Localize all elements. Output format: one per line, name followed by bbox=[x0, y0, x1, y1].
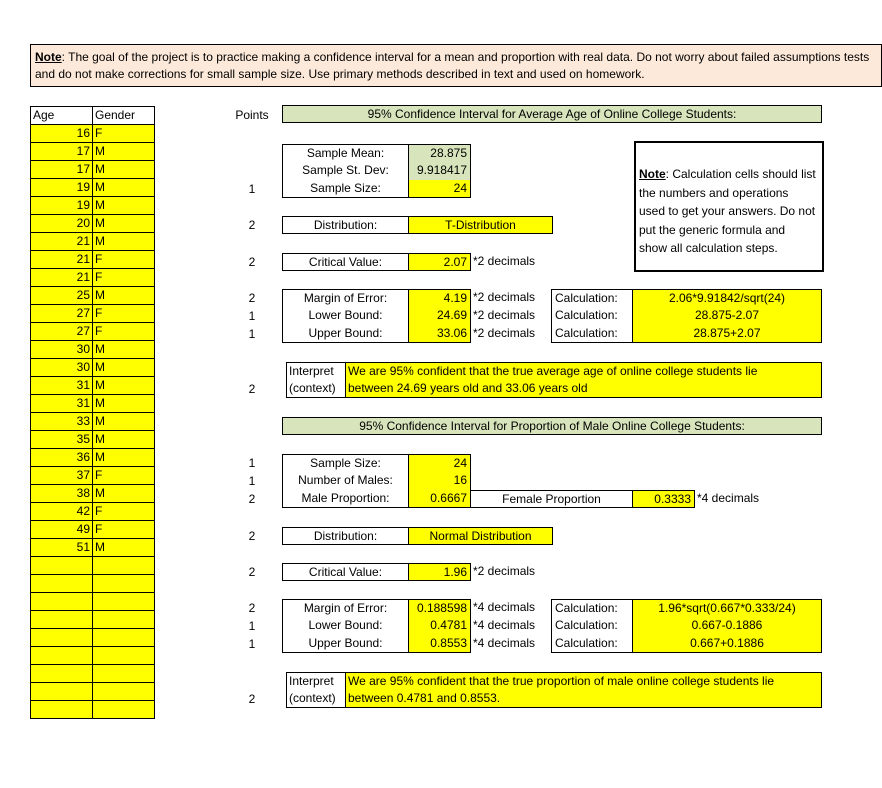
table-row bbox=[31, 611, 155, 629]
critical-value[interactable]: 2.07 bbox=[409, 253, 471, 271]
sample-size-label: Sample Size: bbox=[282, 180, 409, 198]
calculation-note bbox=[634, 141, 824, 272]
project-note bbox=[30, 44, 882, 87]
prop-sample-size-value[interactable]: 24 bbox=[409, 454, 471, 472]
table-row bbox=[31, 359, 155, 377]
gender-cell[interactable]: F bbox=[93, 305, 155, 323]
prop-distribution-value[interactable]: Normal Distribution bbox=[409, 527, 553, 545]
upper-calc-value[interactable]: 28.875+2.07 bbox=[633, 325, 822, 343]
lower-bound-label: Lower Bound: bbox=[282, 307, 409, 325]
sample-size-points: 1 bbox=[248, 182, 256, 196]
prop-moe-note: *4 decimals bbox=[473, 600, 536, 614]
age-cell[interactable]: 31 bbox=[31, 377, 93, 395]
gender-cell[interactable]: M bbox=[93, 233, 155, 251]
gender-cell[interactable]: F bbox=[93, 251, 155, 269]
gender-cell[interactable] bbox=[93, 683, 155, 701]
table-row bbox=[31, 341, 155, 359]
age-cell[interactable] bbox=[31, 557, 93, 575]
gender-cell[interactable] bbox=[93, 575, 155, 593]
gender-cell[interactable]: M bbox=[93, 179, 155, 197]
prop-upper-calc-value[interactable]: 0.667+0.1886 bbox=[633, 635, 822, 653]
table-row bbox=[31, 521, 155, 539]
table-row bbox=[31, 215, 155, 233]
prop-moe-value[interactable]: 0.188598 bbox=[409, 599, 471, 617]
mean-ci-title: 95% Confidence Interval for Average Age of Online College Students: bbox=[282, 105, 822, 123]
age-cell[interactable] bbox=[31, 665, 93, 683]
gender-cell[interactable] bbox=[93, 701, 155, 719]
prop-distribution-label: Distribution: bbox=[282, 527, 409, 545]
gender-cell[interactable]: F bbox=[93, 125, 155, 143]
prop-upper-label: Upper Bound: bbox=[282, 635, 409, 653]
prop-interpret-label-2: (context) bbox=[289, 691, 336, 705]
moe-label: Margin of Error: bbox=[282, 289, 409, 307]
table-row bbox=[31, 467, 155, 485]
table-row bbox=[31, 665, 155, 683]
table-row bbox=[31, 143, 155, 161]
number-of-males-points: 1 bbox=[248, 474, 256, 488]
critical-value-note: *2 decimals bbox=[473, 254, 536, 268]
gender-header: Gender bbox=[93, 107, 155, 125]
moe-calc-label: Calculation: bbox=[551, 289, 633, 307]
points-header: Points bbox=[235, 108, 269, 122]
table-row bbox=[31, 629, 155, 647]
age-cell[interactable] bbox=[31, 701, 93, 719]
gender-cell[interactable] bbox=[93, 647, 155, 665]
calculation-note-line-5: show all calculation steps. bbox=[639, 241, 778, 255]
age-cell[interactable]: 25 bbox=[31, 287, 93, 305]
project-note-text: : The goal of the project is to practice making a confidence interval for a mean and proportion with real data. Do not worry about failed assumptions tests and do not make corrections for small sample size. Use primary methods described in text and used on homework. bbox=[35, 50, 870, 81]
table-row bbox=[31, 305, 155, 323]
prop-moe-points: 2 bbox=[248, 601, 256, 615]
mean-interpret-points: 2 bbox=[248, 382, 256, 396]
male-proportion-points: 2 bbox=[248, 492, 256, 506]
calculation-note-line-3: used to get your answers. Do not bbox=[639, 204, 816, 218]
table-row bbox=[31, 683, 155, 701]
distribution-label: Distribution: bbox=[282, 216, 409, 234]
gender-cell[interactable] bbox=[93, 629, 155, 647]
age-header: Age bbox=[31, 107, 93, 125]
age-cell[interactable]: 16 bbox=[31, 125, 93, 143]
table-row bbox=[31, 503, 155, 521]
female-proportion-value[interactable]: 0.3333 bbox=[633, 490, 695, 508]
mean-interpret-text[interactable] bbox=[346, 362, 822, 398]
age-cell[interactable]: 51 bbox=[31, 539, 93, 557]
prop-moe-calc-value[interactable]: 1.96*sqrt(0.667*0.333/24) bbox=[633, 599, 822, 617]
table-row bbox=[31, 287, 155, 305]
age-cell[interactable]: 21 bbox=[31, 251, 93, 269]
table-row bbox=[31, 701, 155, 719]
gender-cell[interactable]: M bbox=[93, 377, 155, 395]
gender-cell[interactable]: F bbox=[93, 467, 155, 485]
calculation-note-line-4: put the generic formula and bbox=[639, 222, 786, 237]
age-cell[interactable]: 20 bbox=[31, 215, 93, 233]
age-cell[interactable]: 17 bbox=[31, 143, 93, 161]
gender-cell[interactable] bbox=[93, 557, 155, 575]
prop-upper-note: *4 decimals bbox=[473, 636, 536, 650]
table-row bbox=[31, 269, 155, 287]
gender-cell[interactable]: M bbox=[93, 539, 155, 557]
age-cell[interactable]: 30 bbox=[31, 341, 93, 359]
age-cell[interactable]: 31 bbox=[31, 395, 93, 413]
age-cell[interactable]: 21 bbox=[31, 269, 93, 287]
prop-interpret-line-1: We are 95% confident that the true proportion of male online college students lie bbox=[348, 674, 775, 688]
age-cell[interactable] bbox=[31, 647, 93, 665]
prop-lower-calc-value[interactable]: 0.667-0.1886 bbox=[633, 617, 822, 635]
age-cell[interactable]: 36 bbox=[31, 449, 93, 467]
gender-cell[interactable]: M bbox=[93, 197, 155, 215]
prop-critical-value[interactable]: 1.96 bbox=[409, 563, 471, 581]
prop-interpret-line-2: between 0.4781 and 0.8553. bbox=[348, 691, 501, 705]
table-row bbox=[31, 593, 155, 611]
moe-points: 2 bbox=[248, 291, 256, 305]
prop-upper-calc-label: Calculation: bbox=[551, 635, 633, 653]
prop-lower-note: *4 decimals bbox=[473, 618, 536, 632]
table-row bbox=[31, 575, 155, 593]
gender-cell[interactable]: M bbox=[93, 215, 155, 233]
moe-value[interactable]: 4.19 bbox=[409, 289, 471, 307]
critical-value-label: Critical Value: bbox=[282, 253, 409, 271]
age-cell[interactable]: 17 bbox=[31, 161, 93, 179]
prop-distribution-points: 2 bbox=[248, 529, 256, 543]
age-cell[interactable] bbox=[31, 683, 93, 701]
age-cell[interactable]: 30 bbox=[31, 359, 93, 377]
upper-bound-note: *2 decimals bbox=[473, 326, 536, 340]
sample-mean-value[interactable]: 28.875 bbox=[409, 144, 471, 162]
mean-interpret-line-1: We are 95% confident that the true average age of online college students lie bbox=[348, 364, 758, 378]
prop-interpret-label-1: Interpret bbox=[289, 674, 334, 688]
gender-cell[interactable]: M bbox=[93, 287, 155, 305]
age-cell[interactable] bbox=[31, 575, 93, 593]
lower-calc-label: Calculation: bbox=[551, 307, 633, 325]
gender-cell[interactable] bbox=[93, 665, 155, 683]
prop-sample-size-points: 1 bbox=[248, 456, 256, 470]
gender-cell[interactable]: M bbox=[93, 431, 155, 449]
table-row bbox=[31, 395, 155, 413]
gender-cell[interactable]: F bbox=[93, 521, 155, 539]
table-row bbox=[31, 449, 155, 467]
mean-interpret-label-2: (context) bbox=[289, 381, 336, 395]
age-cell[interactable]: 37 bbox=[31, 467, 93, 485]
prop-lower-label: Lower Bound: bbox=[282, 617, 409, 635]
gender-cell[interactable]: M bbox=[93, 359, 155, 377]
table-row bbox=[31, 431, 155, 449]
sample-sd-label: Sample St. Dev: bbox=[282, 162, 409, 180]
table-row bbox=[31, 197, 155, 215]
table-row bbox=[31, 377, 155, 395]
upper-bound-points: 1 bbox=[248, 327, 256, 341]
distribution-value[interactable]: T-Distribution bbox=[409, 216, 553, 234]
age-cell[interactable] bbox=[31, 611, 93, 629]
calculation-note-line-1: : Calculation cells should list bbox=[665, 167, 816, 181]
table-row bbox=[31, 539, 155, 557]
mean-interpret-label-1: Interpret bbox=[289, 364, 334, 378]
age-cell[interactable]: 42 bbox=[31, 503, 93, 521]
age-cell[interactable]: 35 bbox=[31, 431, 93, 449]
prop-moe-label: Margin of Error: bbox=[282, 599, 409, 617]
gender-cell[interactable]: M bbox=[93, 143, 155, 161]
upper-bound-label: Upper Bound: bbox=[282, 325, 409, 343]
prop-interpret-points: 2 bbox=[248, 692, 256, 706]
age-cell[interactable]: 49 bbox=[31, 521, 93, 539]
prop-lower-points: 1 bbox=[248, 619, 256, 633]
gender-cell[interactable]: M bbox=[93, 341, 155, 359]
table-row bbox=[31, 485, 155, 503]
age-cell[interactable]: 38 bbox=[31, 485, 93, 503]
gender-cell[interactable]: M bbox=[93, 485, 155, 503]
gender-cell[interactable]: M bbox=[93, 161, 155, 179]
table-row bbox=[31, 413, 155, 431]
age-gender-table bbox=[30, 106, 155, 719]
prop-upper-value[interactable]: 0.8553 bbox=[409, 635, 471, 653]
sample-sd-value[interactable]: 9.918417 bbox=[409, 162, 471, 180]
moe-calc-value[interactable]: 2.06*9.91842/sqrt(24) bbox=[633, 289, 822, 307]
lower-bound-value[interactable]: 24.69 bbox=[409, 307, 471, 325]
prop-moe-calc-label: Calculation: bbox=[551, 599, 633, 617]
lower-calc-value[interactable]: 28.875-2.07 bbox=[633, 307, 822, 325]
table-row bbox=[31, 179, 155, 197]
gender-cell[interactable]: F bbox=[93, 323, 155, 341]
prop-sample-size-label: Sample Size: bbox=[282, 454, 409, 472]
age-cell[interactable]: 19 bbox=[31, 179, 93, 197]
table-row bbox=[31, 557, 155, 575]
age-cell[interactable]: 21 bbox=[31, 233, 93, 251]
number-of-males-value[interactable]: 16 bbox=[409, 472, 471, 490]
lower-bound-points: 1 bbox=[248, 309, 256, 323]
sample-mean-label: Sample Mean: bbox=[282, 144, 409, 162]
upper-calc-label: Calculation: bbox=[551, 325, 633, 343]
male-proportion-label: Male Proportion: bbox=[282, 490, 409, 508]
prop-lower-calc-label: Calculation: bbox=[551, 617, 633, 635]
age-cell[interactable]: 33 bbox=[31, 413, 93, 431]
prop-ci-title: 95% Confidence Interval for Proportion of Male Online College Students: bbox=[282, 417, 822, 435]
distribution-points: 2 bbox=[248, 218, 256, 232]
female-proportion-note: *4 decimals bbox=[697, 491, 760, 505]
gender-cell[interactable]: F bbox=[93, 503, 155, 521]
prop-interpret-text[interactable] bbox=[346, 672, 822, 708]
prop-upper-points: 1 bbox=[248, 637, 256, 651]
age-cell[interactable]: 27 bbox=[31, 305, 93, 323]
prop-interpret-label bbox=[286, 672, 346, 708]
mean-interpret-line-2: between 24.69 years old and 33.06 years old bbox=[348, 381, 588, 395]
male-proportion-value[interactable]: 0.6667 bbox=[409, 490, 471, 508]
age-cell[interactable] bbox=[31, 593, 93, 611]
moe-note: *2 decimals bbox=[473, 290, 536, 304]
project-note-label: Note bbox=[35, 50, 62, 64]
age-cell[interactable]: 27 bbox=[31, 323, 93, 341]
gender-cell[interactable]: M bbox=[93, 395, 155, 413]
upper-bound-value[interactable]: 33.06 bbox=[409, 325, 471, 343]
gender-cell[interactable]: M bbox=[93, 449, 155, 467]
prop-lower-value[interactable]: 0.4781 bbox=[409, 617, 471, 635]
mean-interpret-label bbox=[286, 362, 346, 398]
table-row bbox=[31, 161, 155, 179]
calculation-note-line-2: the numbers and operations bbox=[639, 185, 789, 200]
age-cell[interactable] bbox=[31, 629, 93, 647]
table-row bbox=[31, 323, 155, 341]
table-row bbox=[31, 647, 155, 665]
sample-size-value[interactable]: 24 bbox=[409, 180, 471, 198]
gender-cell[interactable]: F bbox=[93, 269, 155, 287]
age-cell[interactable]: 19 bbox=[31, 197, 93, 215]
gender-cell[interactable] bbox=[93, 611, 155, 629]
lower-bound-note: *2 decimals bbox=[473, 308, 536, 322]
table-row bbox=[31, 251, 155, 269]
gender-cell[interactable] bbox=[93, 593, 155, 611]
table-row bbox=[31, 125, 155, 143]
prop-critical-label: Critical Value: bbox=[282, 563, 409, 581]
gender-cell[interactable]: M bbox=[93, 413, 155, 431]
table-row bbox=[31, 233, 155, 251]
critical-value-points: 2 bbox=[248, 255, 256, 269]
calculation-note-label: Note bbox=[639, 167, 666, 181]
prop-critical-points: 2 bbox=[248, 565, 256, 579]
female-proportion-label: Female Proportion bbox=[471, 490, 633, 508]
prop-critical-note: *2 decimals bbox=[473, 564, 536, 578]
number-of-males-label: Number of Males: bbox=[282, 472, 409, 490]
